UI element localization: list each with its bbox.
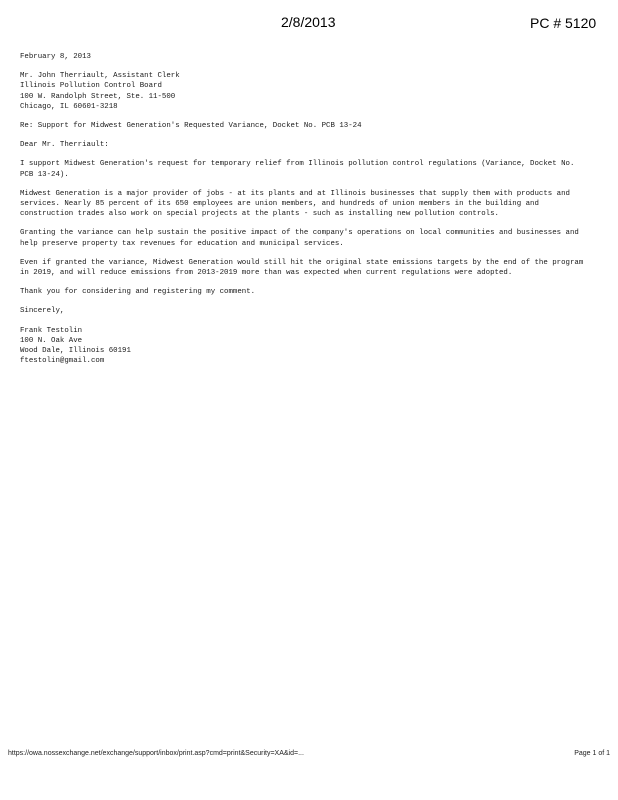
signature-block	[20, 326, 590, 367]
body-paragraph: Even if granted the variance, Midwest Generation would still hit the original state emissions targets by the end of the program in 2019, and will reduce emissions from 2013-2019 more than was expected when current regulations were adopted.	[20, 258, 584, 278]
body-paragraph: Thank you for considering and registering my comment.	[20, 288, 256, 297]
body-paragraph: Midwest Generation is a major provider of jobs - at its plants and at Illinois businesses that supply them with products and services. Nearly 85 percent of its 650 employees are union members, and hundreds of union members in the building and construction trades also work on special projects at the plants - such as installing new pollution controls.	[20, 189, 570, 219]
salutation: Dear Mr. Therriault:	[20, 141, 109, 150]
public-comment-number: PC # 5120	[530, 15, 597, 31]
signer-street: 100 N. Oak Ave	[20, 336, 83, 345]
closing: Sincerely,	[20, 307, 65, 316]
signer-email: ftestolin@gmail.com	[20, 357, 105, 366]
footer-url: https://owa.nossexchange.net/exchange/support/inbox/print.asp?cmd=print&Security=XA&id=...	[8, 750, 304, 757]
footer-page-number: Page 1 of 1	[574, 750, 610, 757]
address-line: Illinois Pollution Control Board	[20, 82, 162, 91]
re-line: Re: Support for Midwest Generation's Requested Variance, Docket No. PCB 13-24	[20, 122, 362, 131]
signer-name: Frank Testolin	[20, 326, 83, 335]
signer-city: Wood Dale, Illinois 60191	[20, 347, 131, 356]
body-paragraph: I support Midwest Generation's request for temporary relief from Illinois pollution control regulations (Variance, Docket No. PCB 13-24).	[20, 160, 575, 179]
recipient-address	[20, 71, 590, 112]
address-line: 100 W. Randolph Street, Ste. 11-500	[20, 92, 176, 101]
letter-date: February 8, 2013	[20, 53, 91, 61]
address-line: Chicago, IL 60601-3218	[20, 102, 118, 111]
address-line: Mr. John Therriault, Assistant Clerk	[20, 72, 180, 81]
fax-date-stamp: 2/8/2013	[281, 14, 336, 30]
body-paragraph: Granting the variance can help sustain the positive impact of the company's operations on local communities and businesses and help preserve property tax revenues for education and municipal services.	[20, 229, 579, 248]
letter-body	[20, 52, 590, 375]
